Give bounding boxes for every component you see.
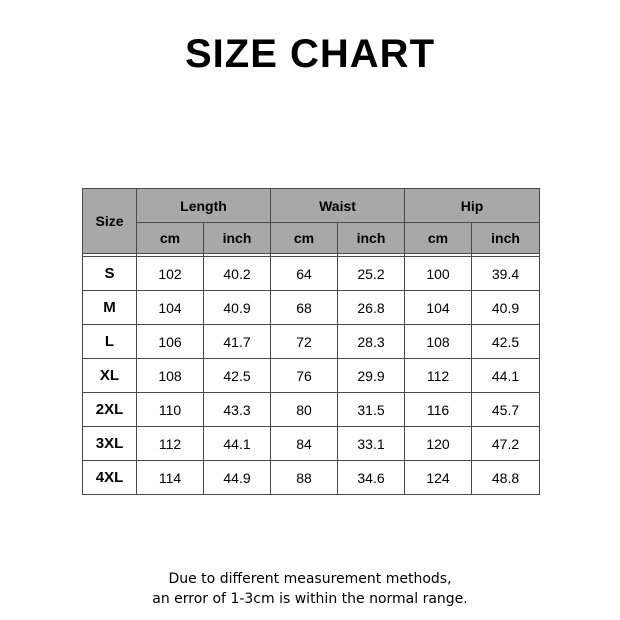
table-cell: 41.7 [204, 325, 271, 359]
table-cell: 40.9 [204, 291, 271, 325]
table-cell: 124 [405, 461, 472, 495]
unit-header: cm [405, 223, 472, 254]
table-cell: 25.2 [338, 257, 405, 291]
hip-header: Hip [405, 189, 540, 223]
unit-header: cm [271, 223, 338, 254]
waist-header: Waist [271, 189, 405, 223]
table-cell: 68 [271, 291, 338, 325]
table-cell: 39.4 [472, 257, 540, 291]
table-body [83, 257, 540, 495]
table-cell: 42.5 [472, 325, 540, 359]
table-row [83, 291, 540, 325]
table-cell: 43.3 [204, 393, 271, 427]
size-table [82, 188, 540, 495]
size-cell: 3XL [83, 427, 137, 461]
table-cell: 64 [271, 257, 338, 291]
table-cell: 48.8 [472, 461, 540, 495]
table-cell: 42.5 [204, 359, 271, 393]
table-cell: 112 [405, 359, 472, 393]
table-cell: 84 [271, 427, 338, 461]
size-cell: L [83, 325, 137, 359]
table-cell: 120 [405, 427, 472, 461]
table-cell: 100 [405, 257, 472, 291]
table-cell: 44.9 [204, 461, 271, 495]
table-cell: 40.2 [204, 257, 271, 291]
table-cell: 108 [137, 359, 204, 393]
table-cell: 45.7 [472, 393, 540, 427]
table-row [83, 393, 540, 427]
table-cell: 33.1 [338, 427, 405, 461]
table-cell: 28.3 [338, 325, 405, 359]
table-row [83, 461, 540, 495]
table-cell: 104 [137, 291, 204, 325]
table-cell: 116 [405, 393, 472, 427]
table-cell: 44.1 [472, 359, 540, 393]
table-cell: 102 [137, 257, 204, 291]
table-row [83, 325, 540, 359]
measurement-note [0, 569, 620, 609]
table-row [83, 257, 540, 291]
table-cell: 26.8 [338, 291, 405, 325]
table-cell: 80 [271, 393, 338, 427]
table-cell: 88 [271, 461, 338, 495]
table-cell: 112 [137, 427, 204, 461]
size-header: Size [83, 189, 137, 254]
header-row-groups [83, 189, 540, 223]
table-cell: 108 [405, 325, 472, 359]
length-header: Length [137, 189, 271, 223]
unit-header: inch [204, 223, 271, 254]
page-title: SIZE CHART [185, 32, 435, 76]
table-cell: 34.6 [338, 461, 405, 495]
unit-header: cm [137, 223, 204, 254]
size-cell: XL [83, 359, 137, 393]
table-cell: 31.5 [338, 393, 405, 427]
table-cell: 40.9 [472, 291, 540, 325]
table-cell: 44.1 [204, 427, 271, 461]
header-row-units [83, 223, 540, 254]
table-cell: 47.2 [472, 427, 540, 461]
unit-header: inch [472, 223, 540, 254]
note-line-1: Due to different measurement methods, [168, 571, 452, 587]
size-cell: S [83, 257, 137, 291]
table-cell: 106 [137, 325, 204, 359]
size-cell: 4XL [83, 461, 137, 495]
table-cell: 104 [405, 291, 472, 325]
size-cell: 2XL [83, 393, 137, 427]
note-line-2: an error of 1-3cm is within the normal range. [152, 591, 468, 607]
table-row [83, 427, 540, 461]
table-cell: 110 [137, 393, 204, 427]
table-cell: 114 [137, 461, 204, 495]
size-cell: M [83, 291, 137, 325]
table-cell: 29.9 [338, 359, 405, 393]
table-cell: 76 [271, 359, 338, 393]
table-cell: 72 [271, 325, 338, 359]
unit-header: inch [338, 223, 405, 254]
table-row [83, 359, 540, 393]
